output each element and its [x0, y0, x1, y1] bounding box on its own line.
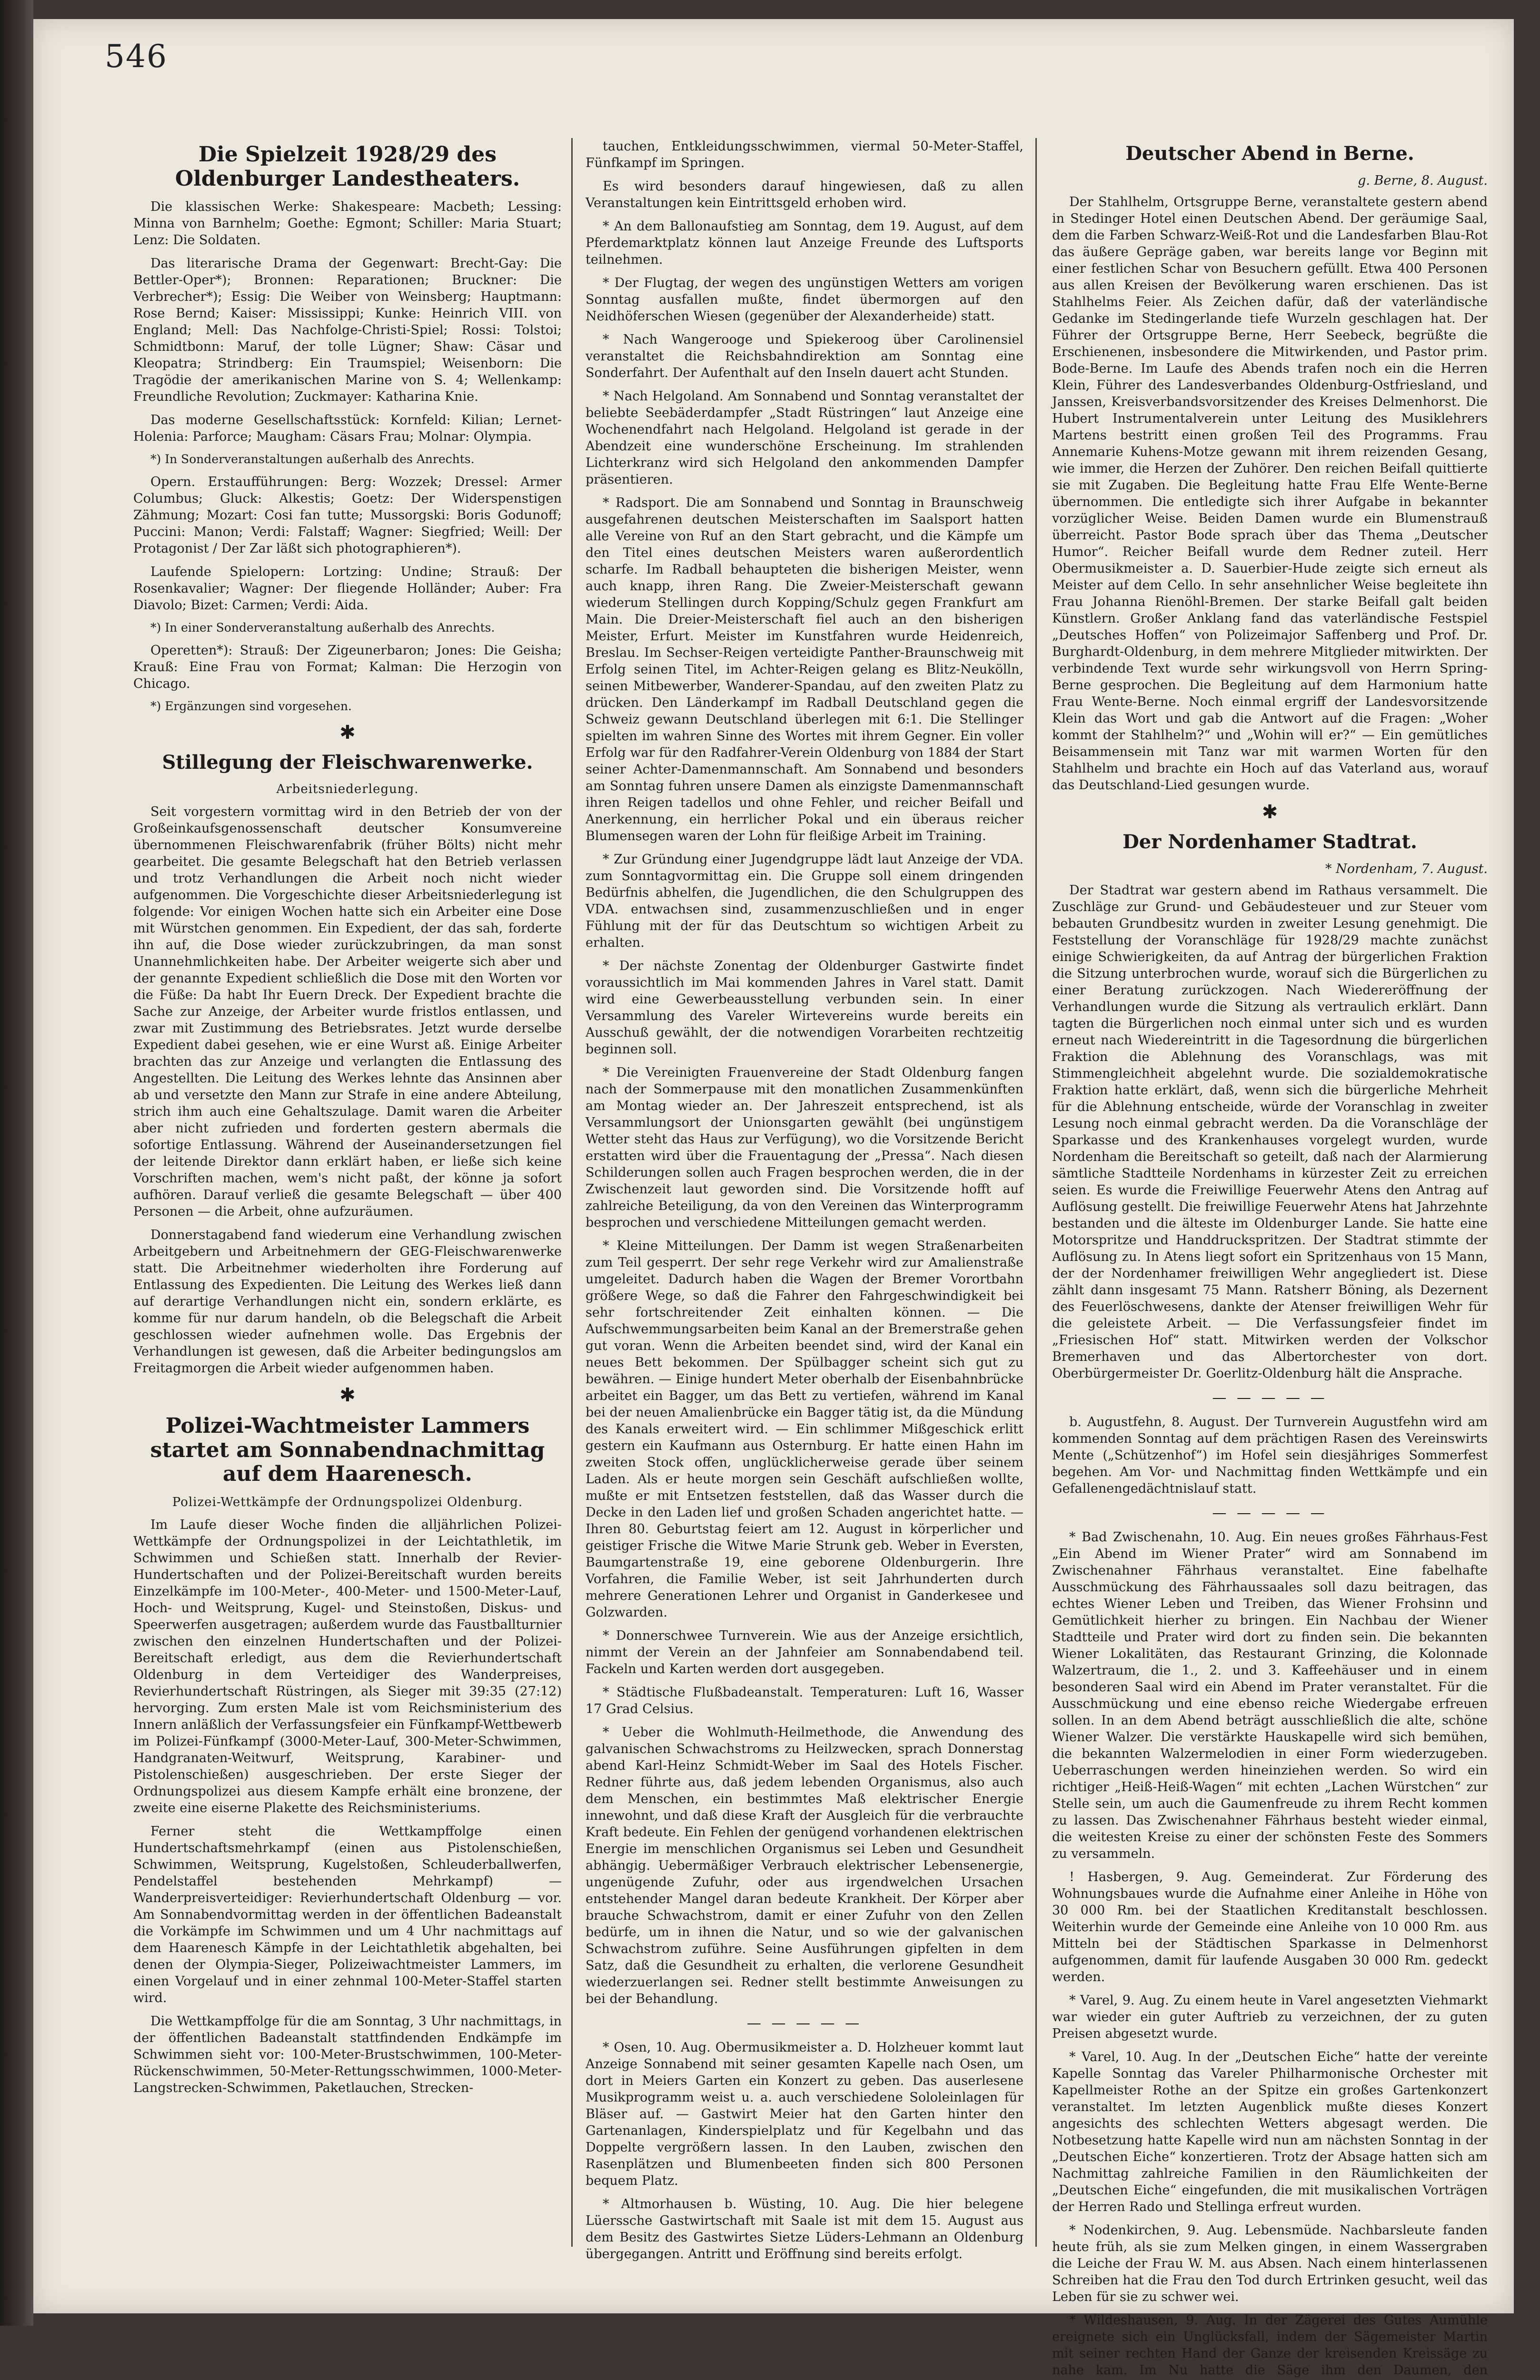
paragraph: Das literarische Drama der Gegenwart: Brecht-Gay: Die Bettler-Oper*); Bronnen: Reparationen; Bruckner: Die Verbrecher*); Essig: Die Weiber von Weinsberg; Hauptmann: Rose Bernd; Kaiser: Mississippi; Kunke: Heinrich VIII. von England; Mell: Das Nachfolge-Christi-Spiel; Rossi: Tolstoi; Schmidtbonn: Maruf, der tolle Lügner; Shaw: Cäsar und Kleopatra; Strindberg: Ein Traumspiel; Weisenborn: Die Tragödie der amerikanischen Marine von S. 4; Wellenkamp: Freundliche Revolution; Zuckmayer: Katharina Knie.: [133, 256, 562, 405]
paragraph: Die klassischen Werke: Shakespeare: Macbeth; Lessing: Minna von Barnhelm; Goethe: Egmont; Schiller: Maria Stuart; Lenz: Die Soldaten.: [133, 199, 562, 248]
news-item: * Bad Zwischenahn, 10. Aug. Ein neues großes Fährhaus-Fest „Ein Abend im Wiener Prater“ wird am Sonnabend im Zwischenahner Fährhaus veranstaltet. Eine fabelhafte Ausschmückung des Fährhaussaales soll dazu beitragen, das echtes Wiener Leben und Treiben, das Wiener Frohsinn und Gemütlichkeit hierher zu bringen. Ein Nachbau der Wiener Stadtteile und Prater wird dort zu finden sein. Die bekannten Wiener Lokalitäten, das Restaurant Grinzing, die Kolonnade Walzertraum, die 1., 2. und 3. Kaffeehäuser und in einem besonderen Saal wird ein Abend im Prater veranstaltet. Für die Ausschmückung und eine ebenso reiche Wiedergabe erfreuen sollen. In an dem Abend beträgt ausschließlich die alte, schöne Wiener Walzer. Die verstärkte Hauskapelle wird sich bemühen, die bekannten Walzermelodien in einer Form wiederzugeben. Ueberraschungen werden hineinziehen werden. So wird ein richtiger „Heiß-Heiß-Wagen“ mit echten „Lachen Würstchen“ zur Stelle sein, um auch die Gaumenfreude zu ihrem Recht kommen zu lassen. Das Zwischenahner Fährhaus besteht wieder einmal, die weitesten Kreise zu einer der schönsten Feste des Sommers zu versammeln.: [1052, 1530, 1488, 1861]
news-item: * Wildeshausen, 9. Aug. In der Zägerei des Gutes Aumühle ereignete sich ein Unglücksfall, indem der Sägemeister Martin mit seiner rechten Hand der Ganze der kreisenden Kreissäge zu nahe kam. Im Nu hatte die Säge ihm den Daumen, den: [1052, 2313, 1488, 2378]
column-3: [1052, 138, 1488, 2378]
book-binding: [0, 0, 33, 2326]
article-theater-season: [133, 143, 562, 714]
paragraph: Die Wettkampffolge für die am Sonntag, 3 Uhr nachmittags, in der öffentlichen Badeanstalt stattfindenden Endkämpfe im Schwimmen sieht vor: 100-Meter-Brustschwimmen, 100-Meter-Rückenschwimmen, 50-Meter-Rettungsschwimmen, 1000-Meter-Langstrecken-Schwimmen, Paketlauchen, Strecken-: [133, 2013, 562, 2095]
news-item: * Der nächste Zonentag der Oldenburger Gastwirte findet voraussichtlich im Mai kommenden Jahres in Varel statt. Damit wird eine Gewerbeausstellung verbunden sein. In einer Versammlung des Vareler Wirtevereins wurde bereits ein Ausschuß gewählt, der die notwendigen Vorarbeiten rechtzeitig beginnen soll.: [586, 959, 1023, 1057]
article-subtitle: Arbeitsniederlegung.: [276, 782, 419, 797]
column-rule: [571, 138, 573, 2247]
paragraph: Im Laufe dieser Woche finden die alljährlichen Polizei-Wettkämpfe der Ordnungspolizei in der Leichtathletik, im Schwimmen und Schießen statt. Innerhalb der Revier-Hundertschaften und der Polizei-Bereitschaft wurden bereits Einzelkämpfe im 100-Meter-, 400-Meter- und 1500-Meter-Lauf, Hoch- und Weitsprung, Kugel- und Steinstoßen, Diskus- und Speerwerfen ausgetragen; außerdem wurde das Faustballturnier zwischen den einzelnen Hundertschaften und der Polizei-Bereitschaft erledigt, aus dem die Revierhundertschaft Oldenburg in dem Verteidiger des Wanderpreises, Revierhundertschaft Rüstringen, als Sieger mit 39:35 (27:12) hervorging. Zum ersten Male ist vom Reichsministerium des Innern anläßlich der Verfassungsfeier ein Fünfkampf-Wettbewerb im Polizei-Fünfkampf (3000-Meter-Lauf, 300-Meter-Schwimmen, Handgranaten-Weitwurf, Weitsprung, Karabiner- und Pistolenschießen) ausgeschrieben. Der erste Sieger der Ordnungspolizei aus diesem Kampfe erhält eine bronzene, der zweite eine eiserne Plakette des Reichsministeriums.: [133, 1517, 562, 1815]
paragraph: Operetten*): Strauß: Der Zigeunerbaron; Jones: Die Geisha; Krauß: Eine Frau von Format; Kalman: Die Herzogin von Chicago.: [133, 643, 562, 692]
separator-star: ✱: [1262, 801, 1278, 823]
article-deutscher-abend-berne: [1052, 143, 1488, 793]
newspaper-page: [33, 19, 1514, 2378]
article-fleischwarenwerke: [133, 752, 562, 1377]
page-number: 546: [105, 38, 168, 75]
news-item: * Osen, 10. Aug. Obermusikmeister a. D. Holzheuer kommt laut Anzeige Sonnabend mit seiner gesamten Kapelle nach Osen, um dort in Meiers Garten ein Konzert zu geben. Das auserlesene Musikprogramm weist u. a. auch verschiedene Sololeinlagen für Bläser auf. — Gastwirt Meier hat den Garten hinter den Gartenanlagen, Kinderspielplatz und für Kegelbahn und das Doppelte vergrößern lassen. In den Lauben, zwischen den Rasenplätzen und Blumenbeeten finden sich 800 Personen bequem Platz.: [586, 2040, 1023, 2188]
paragraph: Es wird besonders darauf hingewiesen, daß zu allen Veranstaltungen kein Eintrittsgeld erhoben wird.: [586, 179, 1023, 210]
article-nordenhamer-stadtrat: [1052, 831, 1488, 1382]
news-item: * Nach Helgoland. Am Sonnabend und Sonntag veranstaltet der beliebte Seebäderdampfer „Stadt Rüstringen“ laut Anzeige eine Wochenendfahrt nach Helgoland. Helgoland ist gerade in der Abendzeit eine wunderschöne Erscheinung. Im strahlenden Lichterkranz wird sich Helgoland den ankommenden Dampfer präsentieren.: [586, 389, 1023, 487]
news-item: * Nach Wangerooge und Spiekeroog über Carolinensiel veranstaltet die Reichsbahndirektion am Sonntag eine Sonderfahrt. Der Aufenthalt auf den Inseln dauert acht Stunden.: [586, 332, 1023, 380]
news-item: * Kleine Mitteilungen. Der Damm ist wegen Straßenarbeiten zum Teil gesperrt. Der sehr rege Verkehr wird zur Amalienstraße umgeleitet. Dadurch haben die Wagen der Bremer Vorortbahn größere Wege, so daß die Fahrer den Fahrgeschwindigkeit bei sehr fortschreitender Zeit einhalten können. — Die Aufschwemmungsarbeiten beim Kanal an der Bremerstraße gehen gut voran. Wenn die Arbeiten beendet sind, wird der Kanal ein neues Bett bekommen. Der Spülbagger scheint sich gut zu bewähren. — Einige hundert Meter oberhalb der Eisenbahnbrücke arbeitet ein Bagger, um das Bett zu vertiefen, während im Kanal bei der neuen Amalienbrücke ein Bagger tätig ist, da die Mündung des Kanals erweitert wird. — Ein schlimmer Mißgeschick erlitt gestern ein Kaufmann aus Osternburg. Er hatte einen Hahn im zweiten Stock offen, unglücklicherweise gerade über seinem Laden. Als er heute morgen sein Geschäft aufschließen wollte, mußte er mit Entsetzen feststellen, daß das Wasser durch die Decke in den Laden lief und großen Schaden angerichtet hatte. — Ihren 80. Geburtstag feiert am 12. August in körperlicher und geistiger Frische die Witwe Marie Strunk geb. Weber in Eversten, Baumgartenstraße 19, eine geborene Oldenburgerin. Ihre Vorfahren, die Familie Weber, ist seit Jahrhunderten durch mehrere Generationen Lehrer und Organist in Ganderkesee und Golzwarden.: [586, 1239, 1023, 1620]
separator-star: ✱: [339, 722, 356, 744]
paragraph: Donnerstagabend fand wiederum eine Verhandlung zwischen Arbeitgebern und Arbeitnehmern der GEG-Fleischwarenwerke statt. Die Arbeitnehmer wiederholten ihre Forderung auf Entlassung des Expedienten. Die Leitung des Werkes ließ dann auf derartige Verhandlungen nicht ein, sondern erklärte, es komme für nur darum handeln, ob die Belegschaft die Arbeit geschlossen wieder aufnehmen wolle. Das Ergebnis der Verhandlungen ist gewesen, daß die Arbeiter bedingungslos am Freitagmorgen die Arbeit wieder aufgenommen haben.: [133, 1228, 562, 1376]
news-item: * Varel, 10. Aug. In der „Deutschen Eiche“ hatte der vereinte Kapelle Sonntag das Vareler Philharmonische Orchester mit Kapellmeister Rothe an der Spitze ein großes Gartenkonzert veranstaltet. Im letzten Augenblick mußte dieses Konzert angesichts des schlechten Wetters abgesagt werden. Die Notbesetzung hatte Kapelle wird nun am nächsten Sonntag in der „Deutschen Eiche“ konzertieren. Trotz der Absage hatten sich am Nachmittag zahlreiche Familien in den Räumlichkeiten der „Deutschen Eiche“ eingefunden, die mit musikalischen Vorträgen der Herren Rado und Stellinga erfreut wurden.: [1052, 2050, 1488, 2214]
separator-line: — — — — —: [1212, 1505, 1328, 1521]
article-polizei-wettkaempfe: [133, 1414, 562, 2096]
footnote: *) In Sonderveranstaltungen außerhalb des Anrechts.: [150, 452, 475, 466]
article-title: Polizei-Wachtmeister Lammers startet am Sonnabendnachmittag auf dem Haarenesch.: [150, 1414, 545, 1487]
news-item: * Der Flugtag, der wegen des ungünstigen Wetters am vorigen Sonntag ausfallen mußte, findet übermorgen auf den Neidhöferschen Wiesen (gegenüber der Alexanderheide) statt.: [586, 276, 1023, 324]
column-1: [133, 138, 562, 2280]
news-item: * An dem Ballonaufstieg am Sonntag, dem 19. August, auf dem Pferdemarktplatz können laut Anzeige Freunde des Luftsports teilnehmen.: [586, 219, 1023, 267]
news-item: * Zur Gründung einer Jugendgruppe lädt laut Anzeige der VDA. zum Sonntagvormittag ein. Die Gruppe soll einem dringenden Bedürfnis abhelfen, die Jugendlichen, die den Schulgruppen des VDA. entwachsen sind, zusammenzuschließen und in enger Fühlung mit der für das Deutschtum so wichtigen Arbeit zu erhalten.: [586, 852, 1023, 950]
dateline: g. Berne, 8. August.: [1358, 173, 1488, 188]
news-item: * Ueber die Wohlmuth-Heilmethode, die Anwendung des galvanischen Schwachstroms zu Heilzwecken, sprach Donnerstag abend Karl-Heinz Schmidt-Weber im Saal des Hotels Fischer. Redner führte aus, daß jedem lebenden Organismus, also auch dem Menschen, ein bestimmtes Maß elektrischer Energie innewohnt, und daß diese Kraft der Ausgleich für die verbrauchte Kraft bedeute. Ein Fehlen der genügend vorhandenen elektrischen Energie im menschlichen Organismus sei Leben und Gesundheit abhängig. Uebermäßiger Verbrauch elektrischer Lebensenergie, ungenügende Zufuhr, oder aus irgendwelchen Ursachen entstehender Mangel daran bedeute Krankheit. Der Körper aber brauche Schwachstrom, damit er einer Zufuhr von den Zellen bedürfe, um in ihnen die Natur, und so wie der galvanischen Schwachstrom zuführe. Seine Ausführungen gipfelten in dem Satz, daß die Gesundheit zu erhalten, die verlorene Gesundheit wiederzuerlangen sei. Redner stellt bestimmte Anweisungen zu bei der Behandlung.: [586, 1725, 1023, 2006]
paragraph: Der Stahlhelm, Ortsgruppe Berne, veranstaltete gestern abend in Stedinger Hotel einen Deutschen Abend. Der geräumige Saal, dem die Farben Schwarz-Weiß-Rot und die Landesfarben Blau-Rot das äußere Gepräge gaben, war bereits lange vor Beginn mit einer festlichen Schar von Besuchern gefüllt. Etwa 400 Personen aus allen Kreisen der Bevölkerung waren erschienen. Das ist Stahlhelms Feier. Als Zeichen dafür, daß der vaterländische Gedanke im Stedingerlande tiefe Wurzeln geschlagen hat. Der Führer der Ortsgruppe Berne, Herr Seebeck, begrüßte die Erschienenen, insbesondere die Mitwirkenden, und Pastor prim. Bode-Berne. Im Laufe des Abends trafen noch ein die Herren Klein, Führer des Landesverbandes Oldenburg-Ostfriesland, und Janssen, Kreisverbandsvorsitzender des Kreises Delmenhorst. Die Hubert Instrumentalverein unter Leitung des Musiklehrers Martens bestritt einen großen Teil des Programms. Frau Annemarie Kuhens-Motze gewann mit ihrem reizenden Gesang, wie immer, die Herzen der Zuhörer. Den reichen Beifall quittierte sie mit Zugaben. Die Begleitung hatte Frau Elfe Wente-Berne übernommen. Die entledigte sich ihrer Aufgabe in bekannter vorzüglicher Weise. Beiden Damen wurde ein Blumenstrauß überreicht. Pastor Bode sprach über das Thema „Deutscher Humor“. Reicher Beifall wurde dem Redner zuteil. Herr Obermusikmeister a. D. Sauerbier-Hude zeigte sich erneut als Meister auf dem Cello. In sehr ansehnlicher Weise begleitete ihn Frau Johanna Rienöhl-Bremen. Der starke Beifall galt beiden Künstlern. Großer Anklang fand das vaterländische Festspiel „Deutsches Hoffen“ von Polizeimajor Saffenberg und Prof. Dr. Burghardt-Oldenburg, in dem mehrere Mitglieder mitwirkten. Der verbindende Text wurde sehr wirkungsvoll von Herrn Spring-Berne gesprochen. Die Begleitung auf dem Harmonium hatte Frau Wente-Berne. Noch einmal ergriff der Landesvorsitzende Klein das Wort und gab die Antwort auf die Fragen: „Woher kommt der Stahlhelm?“ und „Wohin will er?“ — Ein gemütliches Beisammensein mit Tanz war mit warmen Worten für den Stahlhelm und brachte ein Hoch auf das Vaterland aus, worauf das Deutschland-Lied gesungen wurde.: [1052, 195, 1488, 793]
separator-star: ✱: [339, 1384, 356, 1407]
news-item: * Nodenkirchen, 9. Aug. Lebensmüde. Nachbarsleute fanden heute früh, als sie zum Melken gingen, in einem Wassergraben die Leiche der Frau W. M. aus Absen. Nach einem hinterlassenen Schreiben hat die Frau den Tod durch Ertrinken gesucht, weil das Leben für sie zu schwer wei.: [1052, 2223, 1488, 2304]
news-item: b. Augustfehn, 8. August. Der Turnverein Augustfehn wird am kommenden Sonntag auf dem prächtigen Rasen des Vereinswirts Mente („Schützenhof“) im Hofel sein diesjähriges Sommerfest begehen. Am Vor- und Nachmittag finden Wettkämpfe und ein Gefallenengedächtnislauf statt.: [1052, 1415, 1488, 1496]
separator-line: — — — — —: [1212, 1389, 1328, 1406]
news-item: * Radsport. Die am Sonnabend und Sonntag in Braunschweig ausgefahrenen deutschen Meisterschaften im Saalsport hatten alle Vereine von Ruf an den Start gebracht, und die Kämpfe um den Titel eines deutschen Meisters waren außerordentlich scharfe. Im Radball behaupteten die bisherigen Meister, wenn auch knapp, ihren Rang. Die Zweier-Meisterschaft gewann wiederum Stellingen durch Kopping/Schulz gegen Frankfurt am Main. Die Dreier-Meisterschaft fiel auch an den bisherigen Meister, Erfurt. Meister im Kunstfahren wurde Heidenreich, Breslau. Im Sechser-Reigen verteidigte Panther-Braunschweig mit Erfolg seinen Titel, im Achter-Reigen gelang es Blitz-Neukölln, seinen Mitbewerber, Wanderer-Spandau, auf den zweiten Platz zu drücken. Den Länderkampf im Radball Deutschland gegen die Schweiz gewann Deutschland überlegen mit 6:1. Die Stellinger spielten im wahren Sinne des Wortes mit ihrem Gegner. Ein voller Erfolg war für den Radfahrer-Verein Oldenburg von 1884 der Start seiner Achter-Damenmannschaft. Am Sonnabend und besonders am Sonntag fuhren unsere Damen als einzigste Damenmannschaft ihren Reigen tadellos und ohne Fehler, und reicher Beifall und Anerkennung, ein herrlicher Pokal und ein überaus reicher Blumensegen waren der Lohn für fleißige Arbeit im Training.: [586, 496, 1023, 843]
news-item: * Altmorhausen b. Wüsting, 10. Aug. Die hier belegene Lüerssche Gastwirtschaft mit Saale ist mit dem 15. August aus dem Besitz des Gastwirtes Sietze Lüders-Lehmann an Oldenburg übergegangen. Antritt und Eröffnung sind bereits erfolgt.: [586, 2197, 1023, 2261]
paragraph: Laufende Spielopern: Lortzing: Undine; Strauß: Der Rosenkavalier; Wagner: Der fliegende Holländer; Auber: Fra Diavolo; Bizet: Carmen; Verdi: Aida.: [133, 565, 562, 613]
paragraph: Opern. Erstaufführungen: Berg: Wozzek; Dressel: Armer Columbus; Gluck: Alkestis; Goetz: Der Widerspenstigen Zähmung; Mozart: Cosi fan tutte; Mussorgski: Boris Godunoff; Puccini: Manon; Verdi: Falstaff; Wagner: Siegfried; Weill: Der Protagonist / Der Zar läßt sich photographieren*).: [133, 475, 562, 556]
news-item: * Varel, 9. Aug. Zu einem heute in Varel angesetzten Viehmarkt war wieder ein guter Auftrieb zu verzeichnen, der zu guten Preisen abgesetzt wurde.: [1052, 1993, 1488, 2041]
article-title: Die Spielzeit 1928/29 des Oldenburger Landestheaters.: [175, 142, 520, 191]
article-title: Stillegung der Fleischwarenwerke.: [162, 751, 533, 774]
separator-line: — — — — —: [746, 2015, 863, 2032]
paragraph: Das moderne Gesellschaftsstück: Kornfeld: Kilian; Lernet-Holenia: Parforce; Maugham: Cäsars Frau; Molnar: Olympia.: [133, 413, 562, 445]
column-rule: [1035, 138, 1037, 2247]
article-subtitle: Polizei-Wettkämpfe der Ordnungspolizei Oldenburg.: [172, 1495, 523, 1509]
paragraph: Seit vorgestern vormittag wird in den Betrieb der von der Großeinkaufsgenossenschaft deutscher Konsumvereine übernommenen Fleischwarenfabrik (früher Bölts) nicht mehr gearbeitet. Die gesamte Belegschaft hat den Betrieb verlassen und trotz Verhandlungen die Arbeit noch nicht wieder aufgenommen. Die Vorgeschichte dieser Arbeitsniederlegung ist folgende: Vor einigen Wochen hatte sich ein Arbeiter eine Dose mit Würstchen genommen. Ein Expedient, der das sah, forderte ihn auf, die Dose wieder zurückzubringen, da man sonst Unannehmlichkeiten habe. Der Arbeiter weigerte sich aber und der genannte Expedient schließlich die Dose mit den Worten vor die Füße: Da habt Ihr Euern Dreck. Der Expedient brachte die Sache zur Anzeige, der Arbeiter wurde fristlos entlassen, und zwar mit Zustimmung des Betriebsrates. Jetzt wurde derselbe Expedient dabei gesehen, wie er eine Wurst aß. Einige Arbeiter brachten das zur Anzeige und verlangten die Entlassung des Angestellten. Die Leitung des Werkes lehnte das Ansinnen aber ab und versetzte den Mann zur Strafe in eine andere Abteilung, strich ihm auch eine Gehaltszulage. Damit waren die Arbeiter aber nicht zufrieden und forderten gestern abermals die sofortige Entlassung. Während der Auseinandersetzungen fiel der leitende Direktor dann erklärt haben, er ließe sich keine Vorschriften machen, wem's nicht paßt, der könne ja sofort aufhören. Darauf verließ die gesamte Belegschaft — über 400 Personen — die Arbeit, ohne aufzuräumen.: [133, 804, 562, 1220]
footnote: *) Ergänzungen sind vorgesehen.: [150, 699, 352, 714]
article-title: Deutscher Abend in Berne.: [1125, 142, 1414, 165]
news-item: * Donnerschwee Turnverein. Wie aus der Anzeige ersichtlich, nimmt der Verein an der Jahnfeier am Sonnabendabend teil. Fackeln und Karten werden dort ausgegeben.: [586, 1628, 1023, 1676]
footnote: *) In einer Sonderveranstaltung außerhalb des Anrechts.: [150, 621, 495, 635]
paragraph: Ferner steht die Wettkampffolge einen Hundertschaftsmehrkampf (einen aus Pistolenschießen, Schwimmen, Weitsprung, Kugelstoßen, Schleuderballwerfen, Pendelstaffel bestehenden Mehrkampf) — Wanderpreisverteidiger: Revierhundertschaft Oldenburg — vor. Am Sonnabendvormittag werden in der öffentlichen Badeanstalt die Vorkämpfe im Schwimmen und um 4 Uhr nachmittags auf dem Haarenesch Kämpfe in der Leichtathletik abgehalten, bei denen der Olympia-Sieger, Polizeiwachtmeister Lammers, im einen Vorgelauf und in einer zehnmal 100-Meter-Staffel starten wird.: [133, 1824, 562, 2005]
news-item: ! Hasbergen, 9. Aug. Gemeinderat. Zur Förderung des Wohnungsbaues wurde die Aufnahme einer Anleihe in Höhe von 30 000 Rm. bei der Staatlichen Kreditanstalt beschlossen. Weiterhin wurde der Gemeinde eine Anleihe von 10 000 Rm. aus Mitteln bei der Städtischen Sparkasse in Delmenhorst aufgenommen, damit für laufende Ausgaben 30 000 Rm. gedeckt werden.: [1052, 1870, 1488, 1984]
news-item: * Die Vereinigten Frauenvereine der Stadt Oldenburg fangen nach der Sommerpause mit den monatlichen Zusammenkünften am Montag wieder an. Der Jahreszeit entsprechend, ist als Versammlungsort der Unionsgarten gewählt (bei ungünstigem Wetter steht das Haus zur Verfügung), wo die Vorsitzende Bericht erstatten wird über die Frauentagung der „Pressa“. Nach diesen Schilderungen sollen auch Fragen besprochen werden, die in der Zwischenzeit laut geworden sind. Die Vorsitzende hofft auf zahlreiche Beteiligung, da von den Vereinen das Winterprogramm besprochen und verschiedene Mitteilungen gemacht werden.: [586, 1065, 1023, 1230]
paragraph: tauchen, Entkleidungsschwimmen, viermal 50-Meter-Staffel, Fünfkampf im Springen.: [586, 139, 1023, 170]
paragraph: Der Stadtrat war gestern abend im Rathaus versammelt. Die Zuschläge zur Grund- und Gebäudesteuer und zur Steuer vom bebauten Grundbesitz wurden in zweiter Lesung genehmigt. Die Feststellung der Voranschläge für 1928/29 machte zunächst einige Schwierigkeiten, da auf Antrag der bürgerlichen Fraktion die Sitzung unterbrochen wurde, worauf sich die Bürgerlichen zu einer Beratung zurückzogen. Nach Wiedereröffnung der Verhandlungen wurde die Sitzung als vertraulich erklärt. Dann tagten die Bürgerlichen noch einmal unter sich und es wurden erneut nach Wiedereintritt in die Tagesordnung die bürgerlichen Fraktion die Ablehnung des Voranschlags, was mit Stimmengleichheit abgelehnt wurde. Die sozialdemokratische Fraktion hatte erklärt, daß, wenn sich die bürgerliche Mehrheit für die Ablehnung entscheide, würde der Voranschlag in zweiter Lesung noch einmal gebracht werden. Da die Voranschläge der Sparkasse und des Krankenhauses vorgelegt wurden, wurde Nordenham die Bereitschaft so geteilt, daß nach der Alarmierung sämtliche Stadtteile Nordenhams in kürzester Zeit zu erreichen seien. Es wurde die Freiwillige Feuerwehr Atens den Antrag auf Auflösung gestellt. Die freiwillige Feuerwehr Atens hat Jahrzehnte bestanden und die älteste im Oldenburger Lande. Sie hatte eine Motorspritze und Handdruckspritzen. Der Stadtrat stimmte der Auflösung zu. In Atens liegt sofort ein Spritzenhaus von 15 Mann, der der Nordenhamer freiwilligen Wehr angegliedert ist. Diese zählt dann insgesamt 75 Mann. Ratsherr Böning, als Dezernent des Feuerlöschwesens, dankte der Atenser freiwilligen Wehr für die geleistete Arbeit. — Die Verfassungsfeier findet im „Friesischen Hof“ statt. Mitwirken werden der Volkschor Bremerhaven und das Albertorchester von dort. Oberbürgermeister Dr. Goerlitz-Oldenburg hält die Ansprache.: [1052, 883, 1488, 1381]
news-item: * Städtische Flußbadeanstalt. Temperaturen: Luft 16, Wasser 17 Grad Celsius.: [586, 1685, 1023, 1716]
article-title: Der Nordenhamer Stadtrat.: [1123, 831, 1417, 853]
dateline: * Nordenham, 7. August.: [1325, 862, 1488, 876]
column-2: [586, 138, 1023, 2280]
